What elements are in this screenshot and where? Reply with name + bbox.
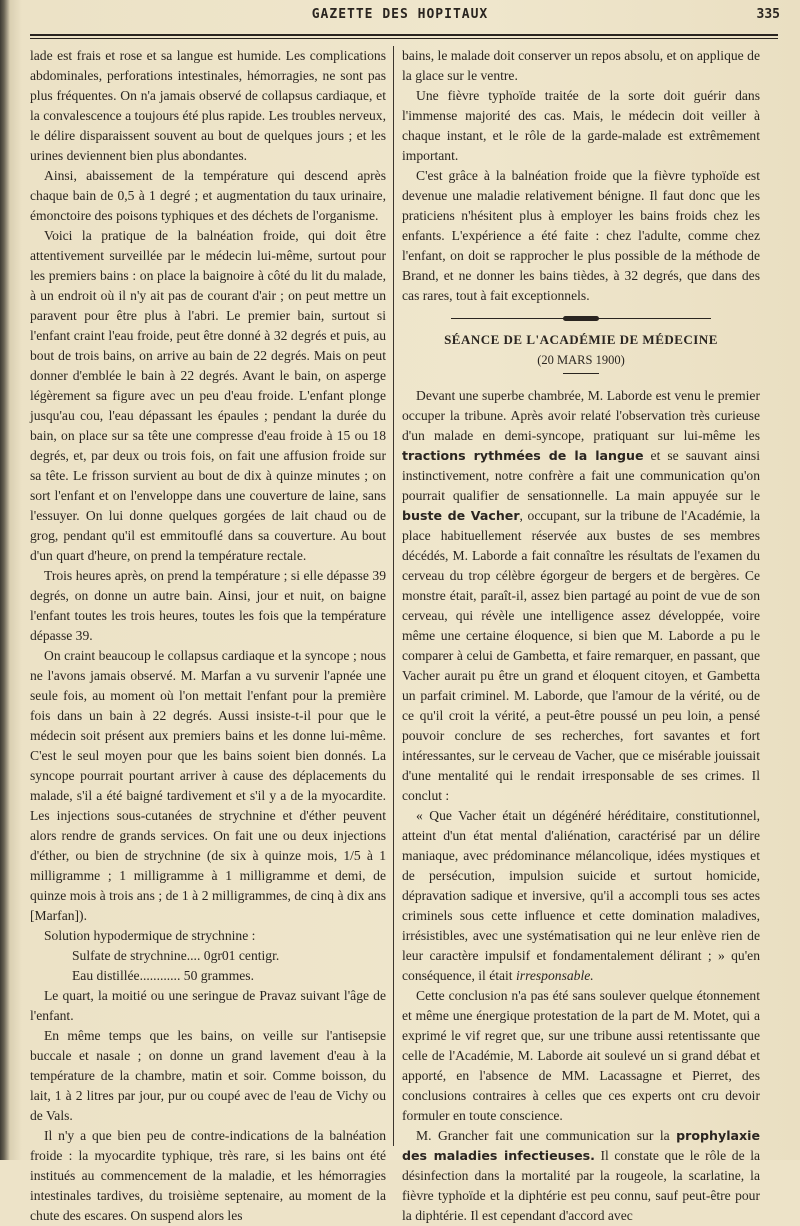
paragraph: C'est grâce à la balnéation froide que la fièvre typhoïde est devenue une maladie relativement bénigne. Il faut donc que les praticiens n'hésitent plus à employer les bains froids chez les enfants. L'expérience a été faite : chez l'adulte, comme chez l'enfant, on doit se rapprocher le plus possible de la méthode de Brand, et ne donner les bains tièdes, à 32 degrés, que dans des cas rares, tout à fait exceptionnels. (402, 168, 760, 303)
section-separator (451, 314, 711, 322)
short-rule (563, 373, 599, 374)
paragraph: Le quart, la moitié ou une seringue de Pravaz suivant l'âge de l'enfant. (30, 988, 386, 1023)
journal-title: GAZETTE DES HOPITAUX (311, 7, 489, 22)
text-run: Devant une superbe chambrée, M. Laborde est venu le premier occuper la tribune. Après avoir relaté l'observation très curieuse d'un malade en demi-syncope, pratiquant sur lui-même les (402, 388, 760, 443)
header-rule (30, 34, 778, 36)
section-date: (20 MARS 1900) (537, 353, 625, 367)
paragraph: Trois heures après, on prend la température ; si elle dépasse 39 degrés, on donne un autre bain. Ainsi, jour et nuit, on baigne l'enfant toutes les trois heures, toutes les fois que la température dépasse 39. (30, 568, 386, 643)
keyword: tractions rythmées de la langue (402, 448, 644, 463)
text-run: , occupant, sur la tribune de l'Académie, la place habituellement réservée aux bustes de ses membres décédés, M. Laborde a fait connaître les résultats de l'examen du cerveau du trop célèbre égorgeur de bergers et de bergères. Ce monstre était, paraît-il, assez bien partagé au point de vue de son cerveau, qui révèle une intelligence assez développée, voire même une certaine éloquence, si bien que M. Laborde a pu le comparer à celui de Gambetta, et faire remarquer, en passant, que Vacher aurait pu être un grand et éloquent citoyen, et Gambetta un parfait criminel. M. Laborde, que l'amour de la vérité, ou de ce qu'il croit la vérité, a peut-être poussé un peu loin, a pensé pouvoir conclure de ses recherches, fort savantes et fort intéressantes, sur le cerveau de Vacher, que ce misérable jouissait d'une mentalité qui le rendait irresponsable de ses crimes. Il conclut : (402, 508, 760, 803)
column-divider (393, 46, 394, 1146)
formula-line (30, 966, 386, 986)
keyword: buste de Vacher (402, 508, 520, 523)
keyword: prophylaxie des maladies infectieuses. (402, 1128, 760, 1163)
right-column (402, 46, 760, 1226)
text-run: « Que Vacher était un dégénéré héréditaire, constitutionnel, atteint d'un état mental d'aliénation, caractérisé par un délire maniaque, avec prédominance mélancolique, idées mystiques et de persécution, impulsion suicide et surtout homicide, dépravation sadique et inversive, qu'il a accompli tous ses actes criminels sous cette influence et cette domination maladives, irrésistibles, avec une systématisation qui ne leur enlève rien de leur caractère impulsif et fondamentalement délirant ; » qu'en conséquence, il était (402, 808, 760, 983)
paragraph: bains, le malade doit conserver un repos absolu, et on applique de la glace sur le ventre. (402, 48, 760, 83)
emphasis: irresponsable. (516, 968, 594, 983)
formula-heading: Solution hypodermique de strychnine : (44, 928, 256, 943)
text-run: Il constate que le rôle de la désinfection dans la mortalité par la rougeole, la scarlatine, la fièvre typhoïde et la diphtérie est peu connu, sauf peut-être pour la diphtérie. Il est cependant d'accord avec (402, 1148, 761, 1223)
paragraph: En même temps que les bains, on veille sur l'antisepsie buccale et nasale ; on donne un grand lavement d'eau à la température de la chambre, matin et soir. Comme boisson, du lait, 1 à 2 litres par jour, pur ou coupé avec de l'eau de Vichy ou de Vals. (30, 1028, 386, 1123)
section-title: SÉANCE DE L'ACADÉMIE DE MÉDECINE (444, 332, 718, 347)
text-run: et se sauvant ainsi instinctivement, notre confrère a fait une communication qu'on pourrait qualifier de sensationnelle. La main appuyée sur le (402, 448, 760, 503)
paragraph (402, 1126, 760, 1226)
paragraph (402, 386, 760, 806)
formula-ingredient: Eau distillée............ (72, 968, 181, 983)
formula-quantity: 0gr01 centigr. (203, 948, 280, 963)
formula-line (30, 946, 386, 966)
formula-quantity: 50 grammes. (183, 968, 254, 983)
paragraph: Cette conclusion n'a pas été sans soulever quelque étonnement et même une énergique protestation de la part de M. Motet, qui a exprimé le vif regret que, sur une tribune aussi retentissante que celle de l'Académie, M. Laborde ait soulevé un si grand débat et apporté, en l'absence de MM. Lacassagne et Pierret, des conclusions contraires à celles que ces experts ont cru devoir formuler en toute conscience. (402, 988, 760, 1123)
paragraph: Il n'y a que bien peu de contre-indications de la balnéation froide : la myocardite typhique, très rare, si les bains ont été institués au commencement de la maladie, et les hémorragies intestinales tardives, du troisième septenaire, au moment de la chute des escares. On suspend alors les (30, 1128, 386, 1223)
left-column (30, 46, 386, 1226)
paragraph: Voici la pratique de la balnéation froide, qui doit être attentivement surveillée par le médecin lui-même, surtout pour les premiers bains : on place la baignoire à côté du lit du malade, à un endroit où il n'y ait pas de courant d'air ; on peut mettre un paravent pour être plus à l'abri. Le premier bain, surtout si l'enfant craint l'eau froide, peut être donné à 32 degrés et puis, au bout de trois bains, on arrive au bain de 22 degrés. Mais on peut donner d'emblée le bain à 22 degrés. Avant le bain, on asperge légèrement sa figure avec un peu d'eau froide. L'enfant plonge jusqu'au cou, l'eau dépassant les épaules ; pendant la durée du bain, on place sur sa tête une compresse d'eau froide à 15 ou 18 degrés, et, par deux ou trois fois, on fait une affusion froide sur sa tête. Le frisson survient au bout de dix à quinze minutes ; on sort l'enfant et on l'enveloppe dans une couverture de laine, sans l'essuyer. On lui donne quelques gorgées de lait chaud ou de grog, pendant qu'il est emmitouflé dans sa couverture. Au bout d'un quart d'heure, on prend la température rectale. (30, 228, 386, 563)
paragraph: On craint beaucoup le collapsus cardiaque et la syncope ; nous ne l'avons jamais observé. M. Marfan a vu survenir l'apnée une seule fois, au moment où l'on mettait l'enfant pour la première fois dans un bain à 22 degrés. Aussi insiste-t-il pour que le médecin soit présent aux premiers bains et les donne lui-même. C'est le seul moyen pour que les bains soient bien donnés. La syncope pourrait pourtant arriver à cause des déplacements du malade, s'il a été baigné tardivement et s'il y a de la myocardite. Les injections sous-cutanées de strychnine et d'éther peuvent alors rendre de grands services. On fait une ou deux injections d'éther, ou bien de strychnine (de six à quinze mois, 1/5 à 1 milligramme ; 1 milligramme à 1 milligramme et demi, de quinze mois à trois ans ; de 1 à 2 milligrammes, de cinq à dix ans [Marfan]). (30, 648, 386, 923)
paragraph: Une fièvre typhoïde traitée de la sorte doit guérir dans l'immense majorité des cas. Mais, le médecin doit veiller à chaque instant, et le rôle de la garde-malade est extrêmement important. (402, 88, 760, 163)
paragraph: Ainsi, abaissement de la température qui descend après chaque bain de 0,5 à 1 degré ; et augmentation du taux urinaire, émonctoire des poisons typhiques et des déchets de l'organisme. (30, 168, 386, 223)
header-rule-thin (30, 38, 778, 39)
text-run: M. Grancher fait une communication sur la (416, 1128, 677, 1143)
quote-paragraph (402, 806, 760, 986)
paragraph: lade est frais et rose et sa langue est humide. Les complications abdominales, perforations intestinales, hémorragies, ne sont pas plus fréquentes. On n'a jamais observé de collapsus cardiaque, et la convalescence a toujours été plus rapide. Les troubles nerveux, le délire disparaissent souvent au bout de quelques jours ; et les urines deviennent bien plus abondantes. (30, 48, 386, 163)
formula-ingredient: Sulfate de strychnine.... (72, 948, 201, 963)
page-number: 335 (756, 7, 780, 22)
